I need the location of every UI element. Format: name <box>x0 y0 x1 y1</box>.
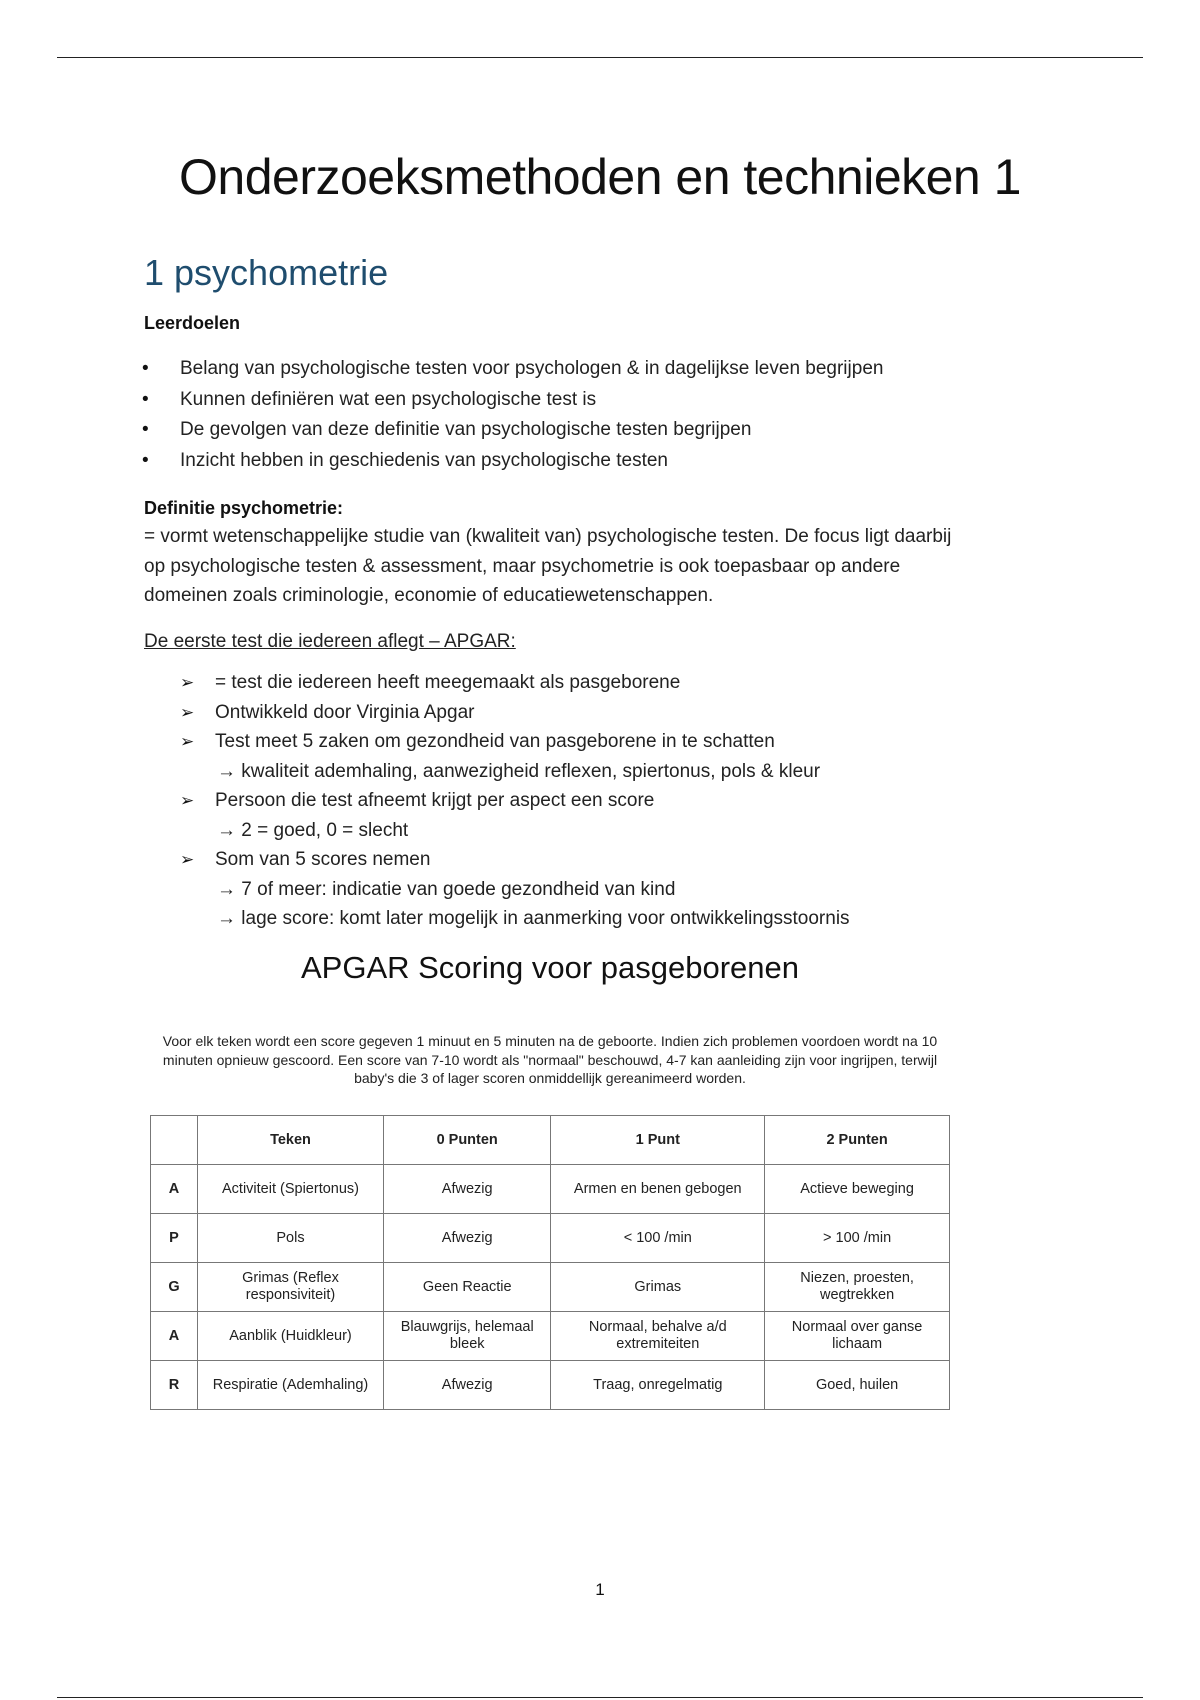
table-row <box>151 1361 950 1410</box>
figure-title: APGAR Scoring voor pasgeborenen <box>300 950 799 985</box>
table-row <box>151 1214 950 1263</box>
apgar-table <box>150 1115 950 1410</box>
table-cell: Normaal over ganse lichaam <box>765 1312 950 1361</box>
table-cell: > 100 /min <box>765 1214 950 1263</box>
table-row <box>151 1263 950 1312</box>
table-cell: A <box>151 1312 198 1361</box>
learning-goal-item: Kunnen definiëren wat een psychologische test is <box>180 388 597 410</box>
bullet-icon: • <box>142 388 149 410</box>
definition-line: op psychologische testen & assessment, maar psychometrie is ook toepasbaar op andere <box>144 555 901 577</box>
table-header <box>151 1116 198 1165</box>
section-heading: 1 psychometrie <box>144 252 389 293</box>
table-cell: R <box>151 1361 198 1410</box>
table-cell: Geen Reactie <box>384 1263 551 1312</box>
apgar-list-item: Ontwikkeld door Virginia Apgar <box>215 701 475 723</box>
arrow-bullet-icon: ➢ <box>180 850 195 869</box>
table-header: 1 Punt <box>551 1116 765 1165</box>
figure-intro: Voor elk teken wordt een score gegeven 1 minuut en 5 minuten na de geboorte. Indien zich problemen voordoen wordt na 10 minuten opnieuw gescoord. Een score van 7-10 wordt als "normaal" beschouwd, 4-7 kan aanleiding zijn voor ingrijpen, terwijl baby's die 3 of lager scoren onmiddellijk gereanimeerd worden. <box>162 1033 938 1086</box>
arrow-bullet-icon: ➢ <box>180 702 195 722</box>
table-cell: Actieve beweging <box>765 1165 950 1214</box>
apgar-list-subitem: → 2 = goed, 0 = slecht <box>217 819 409 841</box>
table-cell: G <box>151 1263 198 1312</box>
table-row <box>151 1312 950 1361</box>
apgar-list-item: = test die iedereen heeft meegemaakt als pasgeborene <box>215 672 681 693</box>
table-cell: Blauwgrijs, helemaal bleek <box>384 1312 551 1361</box>
table-cell: Grimas <box>551 1263 765 1312</box>
table-cell: < 100 /min <box>551 1214 765 1263</box>
arrow-bullet-icon: ➢ <box>180 673 195 692</box>
learning-goal-item: Belang van psychologische testen voor psychologen & in dagelijkse leven begrijpen <box>180 358 884 379</box>
table-cell: Afwezig <box>384 1361 551 1410</box>
bullet-icon: • <box>142 358 149 379</box>
top-rule <box>57 57 1143 58</box>
table-cell: Goed, huilen <box>765 1361 950 1410</box>
bullet-icon: • <box>142 449 149 471</box>
table-cell: Pols <box>198 1214 384 1263</box>
table-cell: Activiteit (Spiertonus) <box>198 1165 384 1214</box>
bottom-rule <box>57 1697 1143 1698</box>
learning-goal-item: Inzicht hebben in geschiedenis van psychologische testen <box>180 449 668 471</box>
apgar-list-subitem: → 7 of meer: indicatie van goede gezondheid van kind <box>217 878 676 900</box>
arrow-bullet-icon: ➢ <box>180 732 195 751</box>
apgar-list-item: Persoon die test afneemt krijgt per aspect een score <box>215 790 655 811</box>
learning-goals-label: Leerdoelen <box>144 313 241 333</box>
page-number: 1 <box>595 1580 605 1599</box>
table-row <box>151 1165 950 1214</box>
table-cell: Aanblik (Huidkleur) <box>198 1312 384 1361</box>
table-header: 0 Punten <box>384 1116 551 1165</box>
table-cell: Armen en benen gebogen <box>551 1165 765 1214</box>
apgar-section-label: De eerste test die iedereen aflegt – APGAR: <box>144 631 516 652</box>
table-cell: Afwezig <box>384 1165 551 1214</box>
table-header: 2 Punten <box>765 1116 950 1165</box>
learning-goal-item: De gevolgen van deze definitie van psychologische testen begrijpen <box>180 419 752 440</box>
apgar-list-item: Test meet 5 zaken om gezondheid van pasgeborene in te schatten <box>215 731 775 752</box>
definition-label: Definitie psychometrie: <box>144 498 344 518</box>
definition-line: domeinen zoals criminologie, economie of educatiewetenschappen. <box>144 585 714 606</box>
table-cell: Grimas (Reflex responsiviteit) <box>198 1263 384 1312</box>
table-cell: Niezen, proesten, wegtrekken <box>765 1263 950 1312</box>
apgar-list-subitem: → kwaliteit ademhaling, aanwezigheid reflexen, spiertonus, pols & kleur <box>217 760 821 782</box>
apgar-list-item: Som van 5 scores nemen <box>215 849 431 870</box>
table-header: Teken <box>198 1116 384 1165</box>
table-cell: A <box>151 1165 198 1214</box>
bullet-icon: • <box>142 419 149 440</box>
arrow-bullet-icon: ➢ <box>180 791 195 810</box>
definition-line: = vormt wetenschappelijke studie van (kwaliteit van) psychologische testen. De focus ligt daarbij <box>144 526 952 547</box>
apgar-list-subitem: → lage score: komt later mogelijk in aanmerking voor ontwikkelingsstoornis <box>217 908 850 929</box>
table-cell: Afwezig <box>384 1214 551 1263</box>
document-title: Onderzoeksmethoden en technieken 1 <box>179 149 1021 205</box>
table-cell: Traag, onregelmatig <box>551 1361 765 1410</box>
table-cell: Normaal, behalve a/d extremiteiten <box>551 1312 765 1361</box>
table-cell: P <box>151 1214 198 1263</box>
table-cell: Respiratie (Ademhaling) <box>198 1361 384 1410</box>
